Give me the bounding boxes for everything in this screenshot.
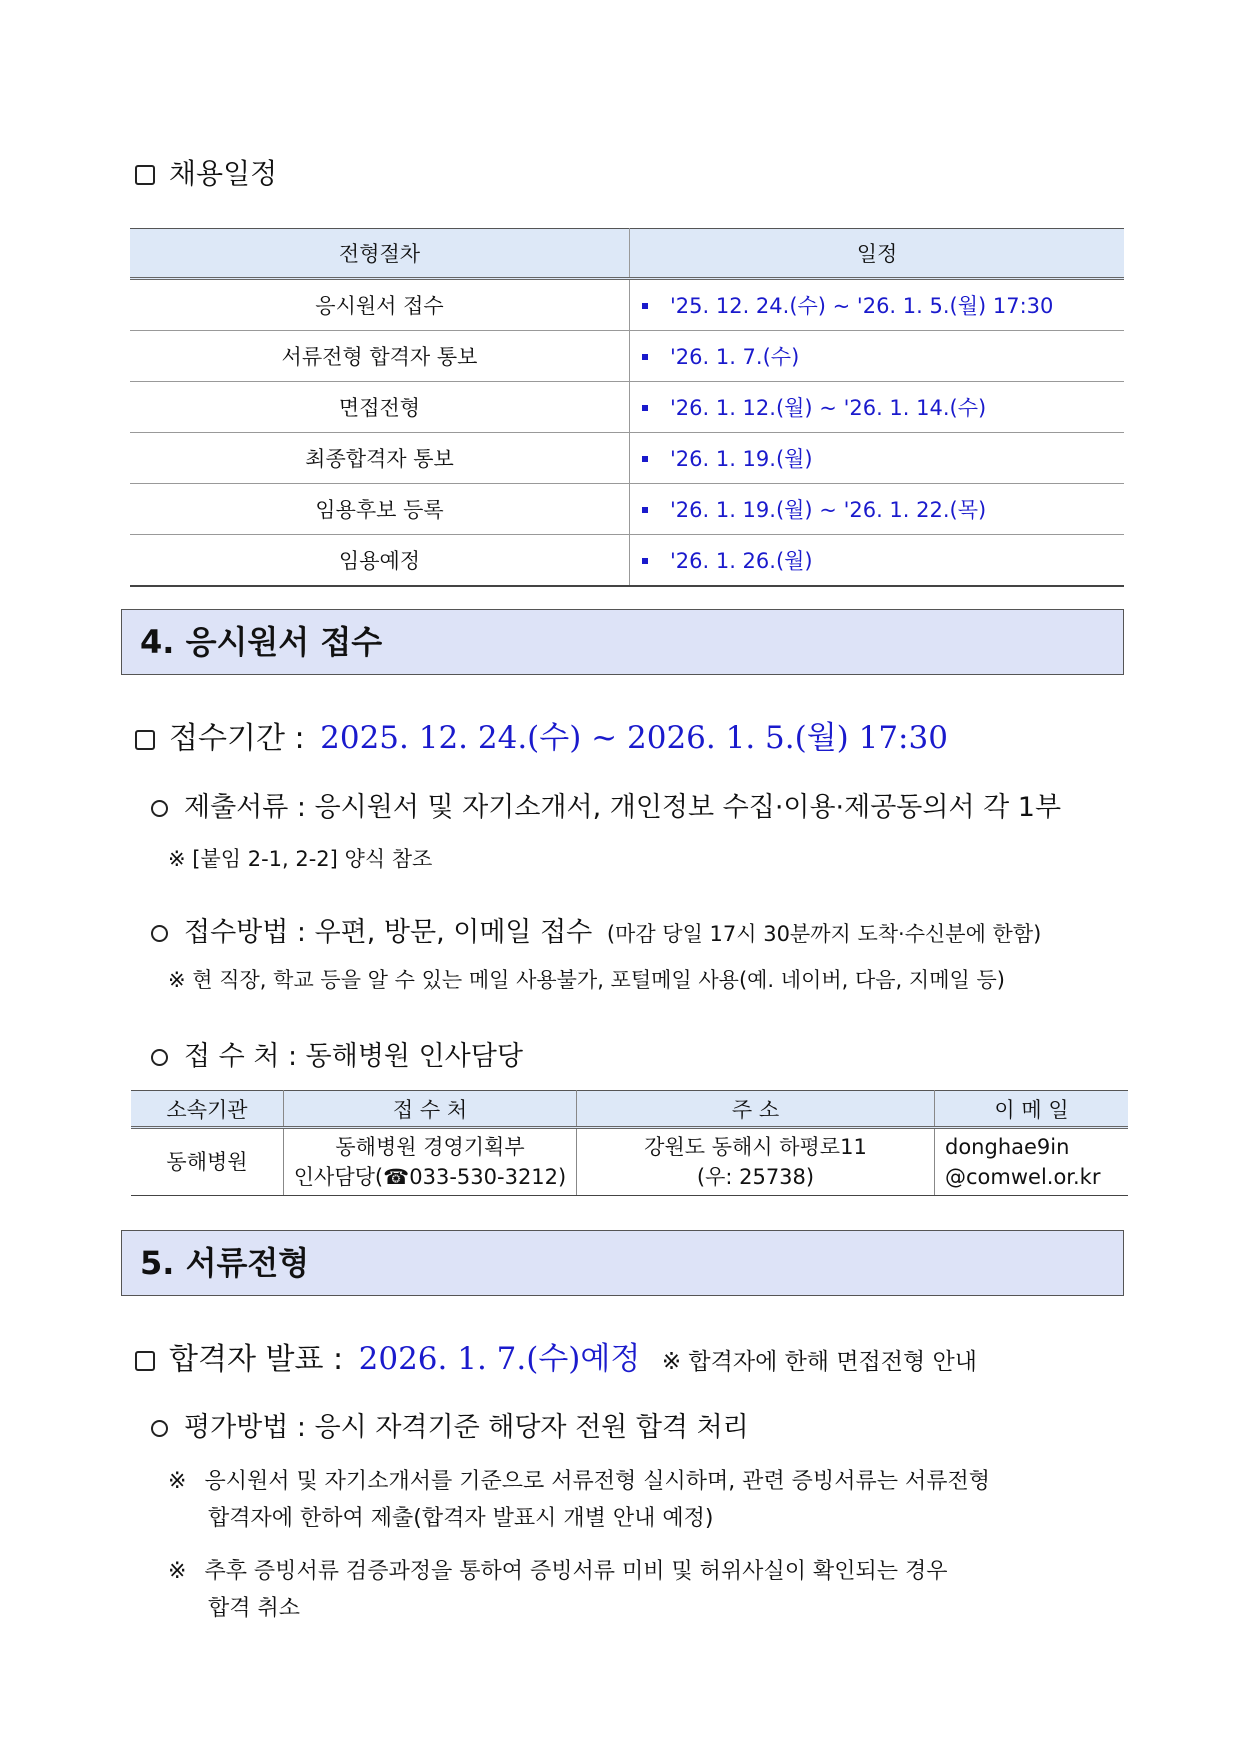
table-row [130,433,1124,484]
circle-bullet-icon [151,800,168,817]
announce-line [135,1333,977,1378]
note2: ※ 추후 증빙서류 검증과정을 통하여 증빙서류 미비 및 허위사실이 확인되는 경우 합격 취소 [168,1559,948,1621]
table-row [131,1128,1128,1196]
checkbox-square-icon [135,165,155,185]
period-value: 2025. 12. 24.(수) ~ 2026. 1. 5.(월) 17:30 [320,720,948,756]
table-row [130,484,1124,535]
note-mark-icon: ※ [168,1469,187,1494]
header-date: 일정 [630,229,1125,279]
table-header-row [130,229,1124,279]
header-address: 주 소 [577,1091,935,1128]
schedule-title: 채용일정 [169,157,278,190]
phone-number: 인사담당(☎033-530-3212) [293,1165,567,1189]
schedule-heading [135,152,277,192]
table-header-row [131,1091,1128,1128]
step-cell: 임용후보 등록 [130,484,630,535]
eval-line: 평가방법 : 응시 자격기준 해당자 전원 합격 처리 [151,1405,749,1444]
step-cell: 면접전형 [130,382,630,433]
header-step: 전형절차 [130,229,630,279]
bullet-icon [642,354,648,360]
date-cell: '26. 1. 12.(월) ~ '26. 1. 14.(수) [630,382,1125,433]
header-dept: 접 수 처 [284,1091,577,1128]
period-label: 접수기간 : [169,721,305,756]
table-row [130,331,1124,382]
section5-title: 5. 서류전형 [121,1230,1124,1296]
step-cell: 서류전형 합격자 통보 [130,331,630,382]
header-org: 소속기관 [131,1091,284,1128]
note1: ※ 응시원서 및 자기소개서를 기준으로 서류전형 실시하며, 관련 증빙서류는 서류전형 합격자에 한하여 제출(합격자 발표시 개별 안내 예정) [168,1469,990,1531]
table-row [130,535,1124,587]
docs-note: ※ [붙임 2-1, 2-2] 양식 참조 [168,847,433,871]
method-note: ※ 현 직장, 학교 등을 알 수 있는 메일 사용불가, 포털메일 사용(예. 네이버, 다음, 지메일 등) [168,968,1005,992]
schedule-table [130,228,1124,587]
checkbox-square-icon [135,1351,155,1371]
circle-bullet-icon [151,1420,168,1437]
contact-table [131,1090,1128,1196]
date-cell: '26. 1. 19.(월) ~ '26. 1. 22.(목) [630,484,1125,535]
bullet-icon [642,456,648,462]
org-cell: 동해병원 [131,1128,284,1196]
checkbox-square-icon [135,730,155,750]
step-cell: 응시원서 접수 [130,279,630,331]
date-cell: '26. 1. 19.(월) [630,433,1125,484]
address-cell: 강원도 동해시 하평로11 (우: 25738) [577,1128,935,1196]
step-cell: 임용예정 [130,535,630,587]
table-row [130,279,1124,331]
method-line: 접수방법 : 우편, 방문, 이메일 접수 (마감 당일 17시 30분까지 도착·수신분에 한함) [151,910,1041,949]
circle-bullet-icon [151,1049,168,1066]
table-row [130,382,1124,433]
method-deadline-note: (마감 당일 17시 30분까지 도착·수신분에 한함) [606,922,1042,946]
announce-value: 2026. 1. 7.(수)예정 [358,1341,641,1377]
announce-label: 합격자 발표 : [169,1342,344,1377]
bullet-icon [642,558,648,564]
email-cell: donghae9in @comwel.or.kr [935,1128,1129,1196]
section4-title: 4. 응시원서 접수 [121,609,1124,675]
docs-line: 제출서류 : 응시원서 및 자기소개서, 개인정보 수집·이용·제공동의서 각 1부 [151,785,1061,824]
period-line [135,712,948,757]
bullet-icon [642,405,648,411]
announce-note: ※ 합격자에 한해 면접전형 안내 [661,1349,977,1375]
bullet-icon [642,507,648,513]
bullet-icon [642,303,648,309]
dept-cell: 동해병원 경영기획부 인사담당(☎033-530-3212) [284,1128,577,1196]
date-cell: '25. 12. 24.(수) ~ '26. 1. 5.(월) 17:30 [630,279,1125,331]
circle-bullet-icon [151,925,168,942]
date-cell: '26. 1. 7.(수) [630,331,1125,382]
header-email: 이 메 일 [935,1091,1129,1128]
date-cell: '26. 1. 26.(월) [630,535,1125,587]
note-mark-icon: ※ [168,1559,187,1584]
step-cell: 최종합격자 통보 [130,433,630,484]
place-line: 접 수 처 : 동해병원 인사담당 [151,1034,523,1073]
